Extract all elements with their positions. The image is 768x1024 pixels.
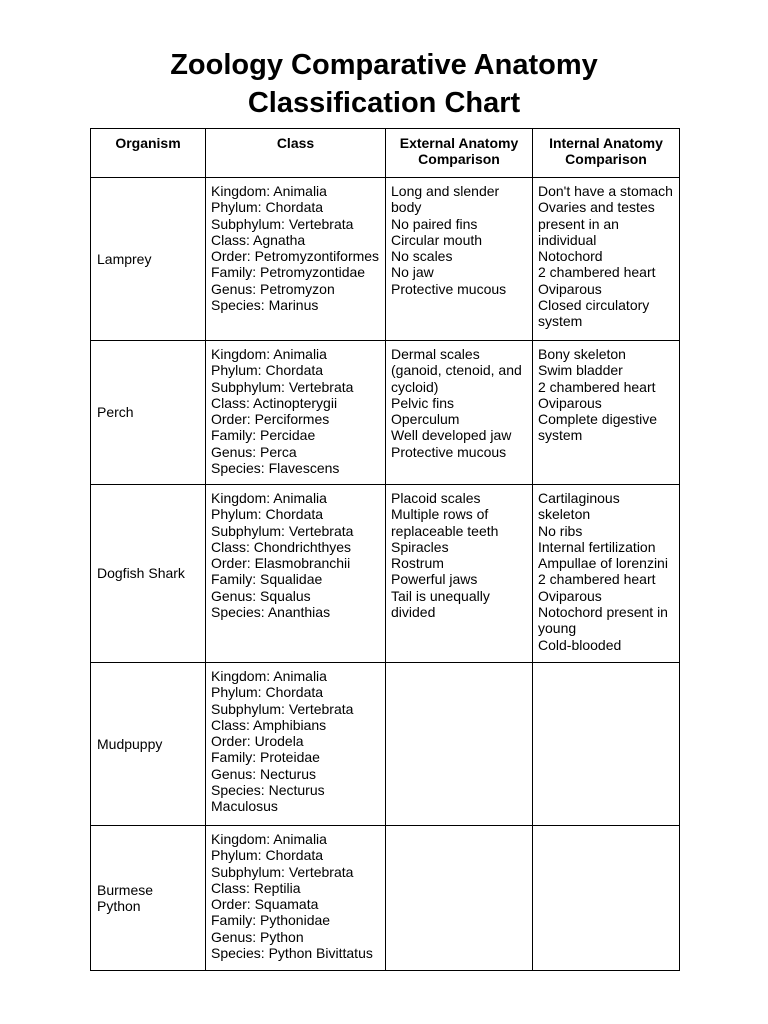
cell-line: No paired fins xyxy=(391,215,478,232)
cell-line: Oviparous xyxy=(538,280,602,297)
cell-line: Well developed jaw xyxy=(391,427,512,444)
cell-line: Closed circulatory xyxy=(538,297,650,314)
cell-line: Dermal scales xyxy=(391,346,480,362)
cell-line: Species: Necturus xyxy=(211,782,325,799)
external-cell xyxy=(386,663,533,826)
classification-table xyxy=(90,128,680,971)
cell-line: Notochord xyxy=(538,248,603,265)
cell-line: Don't have a stomach xyxy=(538,183,673,199)
header-row xyxy=(91,129,680,178)
header-internal-line-2: Comparison xyxy=(565,151,647,168)
header-class xyxy=(206,129,386,178)
organism-name: Dogfish Shark xyxy=(97,565,185,582)
cell-line: Kingdom: Animalia xyxy=(211,346,327,362)
internal-cell xyxy=(533,663,680,826)
cell-line: Operculum xyxy=(391,411,460,428)
cell-line: Phylum: Chordata xyxy=(211,684,324,701)
cell-line: Oviparous xyxy=(538,587,602,604)
cell-line: Phylum: Chordata xyxy=(211,847,324,864)
cell-line: Kingdom: Animalia xyxy=(211,490,327,506)
cell-line: Tail is unequally xyxy=(391,587,490,604)
cell-line: Family: Squalidae xyxy=(211,571,323,588)
cell-line: Species: Flavescens xyxy=(211,460,340,477)
cell-line: 2 chambered heart xyxy=(538,571,656,588)
cell-line: Ampullae of lorenzini xyxy=(538,555,668,572)
table-row-mudpuppy xyxy=(91,663,680,826)
cell-line: skeleton xyxy=(538,506,591,523)
cell-line: Phylum: Chordata xyxy=(211,506,324,523)
cell-line: young xyxy=(538,620,577,637)
header-external-line-2: Comparison xyxy=(418,151,500,168)
organism-name: Lamprey xyxy=(97,250,152,267)
organism-cell xyxy=(91,178,206,341)
cell-line: Genus: Perca xyxy=(211,443,297,460)
cell-line: Swim bladder xyxy=(538,362,623,379)
cell-line: individual xyxy=(538,231,597,248)
cell-line: Ovaries and testes xyxy=(538,199,655,216)
organism-cell xyxy=(91,341,206,485)
page-title xyxy=(0,46,768,122)
cell-line: present in an xyxy=(538,215,619,232)
cell-line: Species: Marinus xyxy=(211,297,319,314)
cell-line: 2 chambered heart xyxy=(538,378,656,395)
cell-line: Cold-blooded xyxy=(538,636,622,653)
organism-cell xyxy=(91,663,206,826)
cell-line: Kingdom: Animalia xyxy=(211,831,327,847)
cell-line: Genus: Necturus xyxy=(211,765,317,782)
header-organism xyxy=(91,129,206,178)
cell-line: Rostrum xyxy=(391,555,444,572)
cell-line: Species: Ananthias xyxy=(211,604,331,621)
cell-line: divided xyxy=(391,604,436,621)
cell-line: Spiracles xyxy=(391,538,449,555)
cell-line: Family: Proteidae xyxy=(211,749,320,766)
cell-line: Protective mucous xyxy=(391,280,507,297)
cell-line: Subphylum: Vertebrata xyxy=(211,522,354,539)
cell-line: Multiple rows of xyxy=(391,506,489,523)
cell-line: cycloid) xyxy=(391,378,439,395)
cell-line: Protective mucous xyxy=(391,443,507,460)
external-cell xyxy=(386,341,533,485)
table-row-dogfish-shark xyxy=(91,485,680,663)
external-cell xyxy=(386,485,533,663)
cell-line: Circular mouth xyxy=(391,231,483,248)
organism-name: Perch xyxy=(97,404,134,421)
cell-line: Powerful jaws xyxy=(391,571,478,588)
class-cell xyxy=(206,663,386,826)
organism-name-line-1: Burmese xyxy=(97,881,154,898)
header-external-line-1: External Anatomy xyxy=(399,135,519,151)
internal-cell xyxy=(533,485,680,663)
cell-line: Kingdom: Animalia xyxy=(211,183,327,199)
class-cell xyxy=(206,826,386,971)
internal-cell xyxy=(533,826,680,971)
cell-line: Cartilaginous xyxy=(538,490,620,506)
cell-line: Class: Chondrichthyes xyxy=(211,538,352,555)
cell-line: Order: Petromyzontiformes xyxy=(211,248,380,265)
cell-line: Family: Petromyzontidae xyxy=(211,264,366,281)
cell-line: Oviparous xyxy=(538,394,602,411)
organism-cell xyxy=(91,485,206,663)
organism-cell xyxy=(91,826,206,971)
class-cell xyxy=(206,485,386,663)
cell-line: Maculosus xyxy=(211,798,278,815)
cell-line: Subphylum: Vertebrata xyxy=(211,378,354,395)
cell-line: 2 chambered heart xyxy=(538,264,656,281)
cell-line: No ribs xyxy=(538,522,583,539)
header-class-label: Class xyxy=(276,135,315,151)
cell-line: Family: Pythonidae xyxy=(211,912,331,929)
internal-cell xyxy=(533,341,680,485)
cell-line: Class: Reptilia xyxy=(211,879,301,896)
external-cell xyxy=(386,178,533,341)
cell-line: Order: Squamata xyxy=(211,896,319,913)
cell-line: Placoid scales xyxy=(391,490,481,506)
header-organism-label: Organism xyxy=(115,135,181,151)
cell-line: Notochord present in xyxy=(538,604,668,621)
class-cell xyxy=(206,341,386,485)
cell-line: Subphylum: Vertebrata xyxy=(211,700,354,717)
class-cell xyxy=(206,178,386,341)
cell-line: body xyxy=(391,199,422,216)
cell-line: No jaw xyxy=(391,264,434,281)
cell-line: system xyxy=(538,427,583,444)
cell-line: Bony skeleton xyxy=(538,346,626,362)
cell-line: Class: Actinopterygii xyxy=(211,394,338,411)
cell-line: Subphylum: Vertebrata xyxy=(211,863,354,880)
header-internal-line-1: Internal Anatomy xyxy=(549,135,663,151)
cell-line: Family: Percidae xyxy=(211,427,316,444)
cell-line: Phylum: Chordata xyxy=(211,199,324,216)
table-row-perch xyxy=(91,341,680,485)
cell-line: (ganoid, ctenoid, and xyxy=(391,362,522,379)
cell-line: Species: Python Bivittatus xyxy=(211,945,373,962)
cell-line: Phylum: Chordata xyxy=(211,362,324,379)
cell-line: Genus: Petromyzon xyxy=(211,280,335,297)
cell-line: Class: Amphibians xyxy=(211,716,327,733)
cell-line: Internal fertilization xyxy=(538,538,656,555)
header-external xyxy=(386,129,533,178)
title-line-2: Classification Chart xyxy=(247,87,521,119)
cell-line: Kingdom: Animalia xyxy=(211,668,327,684)
header-internal xyxy=(533,129,680,178)
cell-line: Genus: Squalus xyxy=(211,587,311,604)
cell-line: Long and slender xyxy=(391,183,500,199)
cell-line: Complete digestive xyxy=(538,411,658,428)
cell-line: system xyxy=(538,313,583,330)
table-row-lamprey xyxy=(91,178,680,341)
cell-line: Genus: Python xyxy=(211,928,304,945)
cell-line: Order: Elasmobranchii xyxy=(211,555,351,572)
cell-line: Subphylum: Vertebrata xyxy=(211,215,354,232)
external-cell xyxy=(386,826,533,971)
organism-name-line-2: Python xyxy=(97,898,141,914)
organism-name: Mudpuppy xyxy=(97,735,163,752)
cell-line: replaceable teeth xyxy=(391,522,499,539)
table-row-burmese-python xyxy=(91,826,680,971)
cell-line: Class: Agnatha xyxy=(211,231,306,248)
cell-line: No scales xyxy=(391,248,453,265)
cell-line: Pelvic fins xyxy=(391,394,455,411)
cell-line: Order: Perciformes xyxy=(211,411,330,428)
internal-cell xyxy=(533,178,680,341)
cell-line: Order: Urodela xyxy=(211,733,304,750)
title-line-1: Zoology Comparative Anatomy xyxy=(170,49,598,81)
